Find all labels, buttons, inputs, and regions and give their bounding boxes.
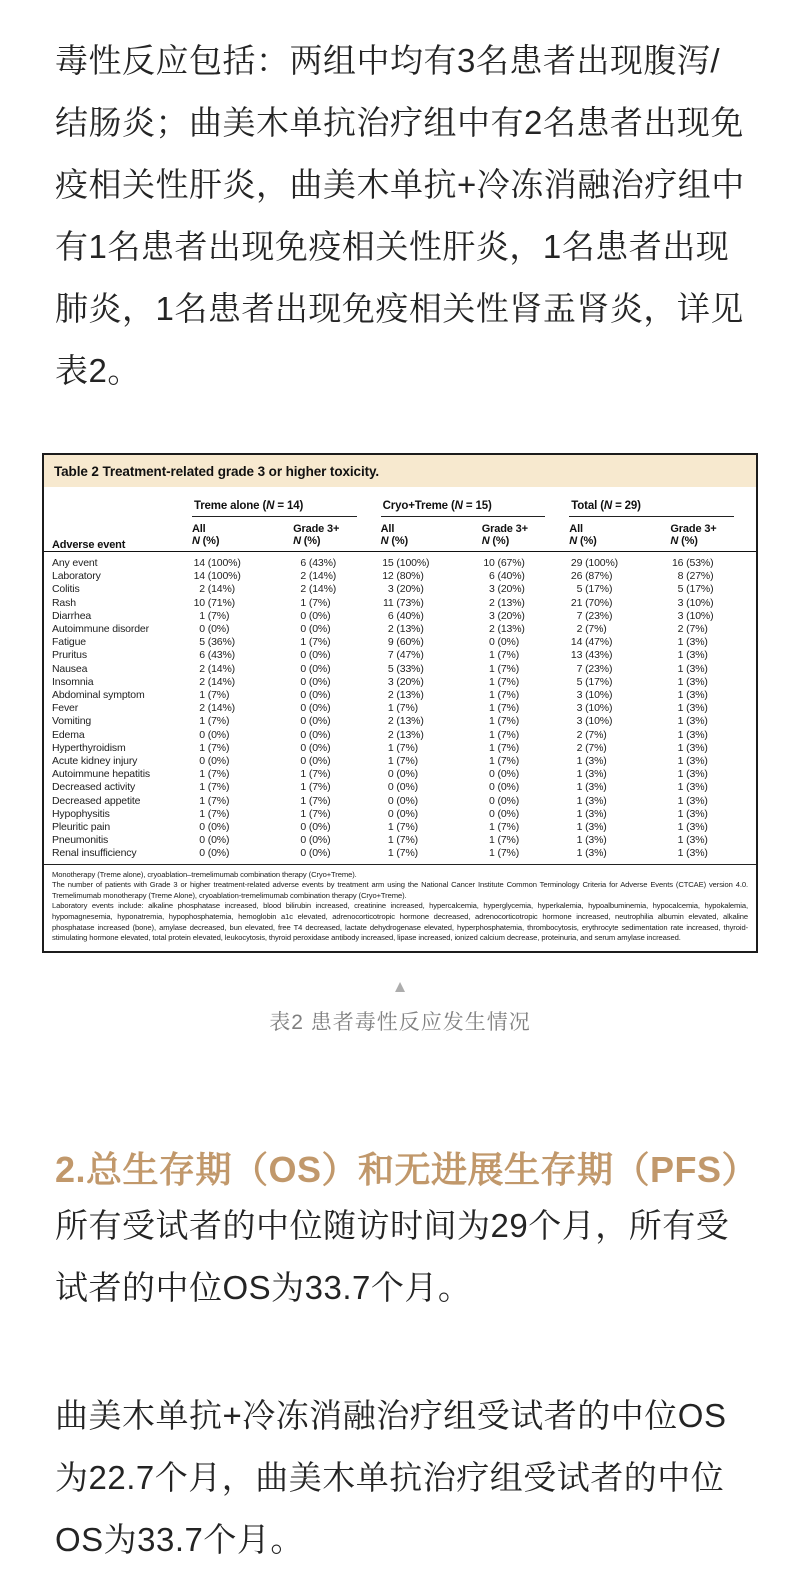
value-cell: 1 (7%) [489,847,520,860]
table-row [44,847,756,863]
adverse-event-label: Fatigue [52,636,86,649]
value-cell: 1 (7%) [300,636,331,649]
intro-paragraph: 毒性反应包括：两组中均有3名患者出现腹泻/结肠炎；曲美木单抗治疗组中有2名患者出现免疫相关性肝炎，曲美木单抗+冷冻消融治疗组中有1名患者出现免疫相关性肝炎，1名患者出现肺炎，1名患者出现免疫相关性肾盂肾炎，详见表2。 [55,42,745,389]
value-cell: 1 (7%) [489,755,520,768]
value-cell: 1 (3%) [677,755,708,768]
value-cell: 0 (0%) [300,715,331,728]
column-header-adverse-event: Adverse event [44,487,190,552]
value-cell: 1 (7%) [199,689,230,702]
value-cell: 3 (20%) [489,583,525,596]
group-header-total: Total (N = 29) [567,487,756,517]
value-cell: 3 (10%) [576,702,613,715]
table-row [44,649,756,662]
value-cell: 1 (7%) [199,609,230,622]
adverse-event-label: Hyperthyroidism [52,741,126,754]
value-cell: 0 (0%) [199,728,230,741]
value-cell: 1 (7%) [387,755,418,768]
table-footnotes [44,864,756,951]
group-header-cryo-treme: Cryo+Treme (N = 15) [379,487,568,517]
table-row [44,795,756,808]
unit-n-pct: N (%) [291,535,379,552]
value-cell: 7 (47%) [387,649,424,662]
value-cell: 0 (0%) [300,755,331,768]
value-cell: 6 (43%) [300,557,337,569]
value-cell: 0 (0%) [300,662,331,675]
value-cell: 1 (7%) [489,702,520,715]
value-cell: 1 (3%) [677,649,708,662]
value-cell: 1 (3%) [576,794,607,807]
os-groups-paragraph: 曲美木单抗+冷冻消融治疗组受试者的中位OS为22.7个月，曲美木单抗治疗组受试者的中位OS为33.7个月。 [55,1396,727,1558]
value-cell: 1 (3%) [677,728,708,741]
value-cell: 12 (80%) [382,570,424,583]
value-cell: 1 (7%) [300,781,331,794]
value-cell: 5 (17%) [576,583,613,596]
value-cell: 0 (0%) [300,689,331,702]
value-cell: 16 (53%) [671,557,714,569]
value-cell: 0 (0%) [300,649,331,662]
value-cell: 1 (7%) [199,768,230,781]
collapse-triangle-icon[interactable]: ▲ [391,976,409,996]
value-cell: 1 (3%) [677,636,708,649]
group-header-treme-alone: Treme alone (N = 14) [190,487,379,517]
value-cell: 2 (13%) [387,728,424,741]
value-cell: 1 (3%) [677,675,708,688]
table-row [44,834,756,847]
table-title: Table 2 Treatment-related grade 3 or higher toxicity. [44,455,756,487]
value-cell: 5 (17%) [576,675,613,688]
unit-n-pct: N (%) [190,535,291,552]
value-cell: 8 (27%) [677,570,714,583]
value-cell: 1 (7%) [387,702,418,715]
value-cell: 0 (0%) [489,636,520,649]
value-cell: 3 (10%) [576,689,613,702]
value-cell: 10 (71%) [193,596,236,609]
value-cell: 0 (0%) [387,794,418,807]
value-cell: 2 (14%) [199,583,236,596]
value-cell: 1 (3%) [576,768,607,781]
adverse-event-label: Autoimmune hepatitis [52,768,150,781]
value-cell: 1 (3%) [677,768,708,781]
value-cell: 3 (10%) [677,609,714,622]
adverse-event-label: Fever [52,702,79,715]
value-cell: 0 (0%) [489,807,520,820]
toxicity-data-table [44,487,756,864]
value-cell: 1 (7%) [300,794,331,807]
value-cell: 2 (14%) [199,675,236,688]
table-row [44,552,756,571]
value-cell: 3 (10%) [576,715,613,728]
value-cell: 21 (70%) [570,596,613,609]
subcolumn-all: All [191,523,206,535]
value-cell: 1 (3%) [677,834,708,847]
value-cell: 1 (7%) [199,807,230,820]
value-cell: 2 (13%) [387,623,424,636]
value-cell: 3 (20%) [387,583,424,596]
value-cell: 1 (3%) [677,781,708,794]
value-cell: 2 (7%) [576,741,607,754]
value-cell: 0 (0%) [300,741,331,754]
table-row [44,570,756,583]
value-cell: 2 (14%) [199,662,236,675]
value-cell: 1 (7%) [387,741,418,754]
value-cell: 2 (7%) [576,728,607,741]
value-cell: 9 (60%) [387,636,424,649]
value-cell: 1 (3%) [677,741,708,754]
adverse-event-label: Any event [52,557,98,569]
value-cell: 1 (7%) [489,649,520,662]
value-cell: 1 (7%) [489,675,520,688]
table-row [44,715,756,728]
footnote: Monotherapy (Treme alone), cryoablation–tremelimumab combination therapy (Cryo+Treme). [52,869,357,879]
value-cell: 0 (0%) [300,623,331,636]
value-cell: 29 (100%) [570,557,619,569]
value-cell: 1 (7%) [387,834,418,847]
value-cell: 0 (0%) [300,609,331,622]
subcolumn-grade3: Grade 3+ [670,523,717,535]
value-cell: 5 (36%) [199,636,236,649]
subcolumn-all: All [569,523,583,535]
subcolumn-all: All [380,523,395,535]
value-cell: 1 (3%) [677,807,708,820]
value-cell: 1 (3%) [677,702,708,715]
value-cell: 1 (7%) [489,689,520,702]
value-cell: 1 (3%) [677,662,708,675]
value-cell: 11 (73%) [383,596,424,609]
adverse-event-label: Laboratory [52,570,101,583]
table-row [44,755,756,768]
table-row [44,781,756,794]
table-row [44,702,756,715]
value-cell: 6 (40%) [489,570,525,583]
table-row [44,636,756,649]
table-row [44,676,756,689]
value-cell: 14 (100%) [193,570,241,583]
value-cell: 1 (7%) [489,715,520,728]
table-row [44,663,756,676]
adverse-event-label: Edema [52,728,85,741]
table-row [44,742,756,755]
value-cell: 1 (7%) [300,768,331,781]
unit-n-pct: N (%) [379,535,480,552]
unit-n-pct: N (%) [480,535,568,552]
value-cell: 0 (0%) [199,623,230,636]
value-cell: 0 (0%) [300,728,331,741]
value-cell: 2 (13%) [489,623,525,636]
value-cell: 0 (0%) [300,675,331,688]
value-cell: 2 (7%) [576,623,607,636]
value-cell: 1 (3%) [677,821,708,834]
value-cell: 2 (14%) [300,583,337,596]
value-cell: 6 (40%) [387,609,424,622]
value-cell: 1 (3%) [576,847,607,860]
table-row [44,808,756,821]
table-body [44,552,756,864]
value-cell: 2 (14%) [300,570,337,583]
value-cell: 1 (7%) [489,741,520,754]
value-cell: 1 (7%) [489,834,520,847]
value-cell: 1 (3%) [677,715,708,728]
value-cell: 14 (100%) [193,557,241,569]
table-row [44,597,756,610]
adverse-event-label: Pneumonitis [52,834,109,847]
value-cell: 1 (3%) [576,834,607,847]
table-row [44,689,756,702]
value-cell: 1 (3%) [677,847,708,860]
value-cell: 0 (0%) [300,821,331,834]
value-cell: 1 (7%) [489,662,520,675]
table-row [44,623,756,636]
table-header [44,487,756,552]
adverse-event-label: Nausea [52,662,88,675]
followup-paragraph: 所有受试者的中位随访时间为29个月，所有受试者的中位OS为33.7个月。 [55,1206,730,1306]
table-caption: 表2 患者毒性反应发生情况 [269,1010,531,1034]
value-cell: 26 (87%) [570,570,613,583]
value-cell: 10 (67%) [483,557,525,569]
value-cell: 1 (7%) [387,847,418,860]
value-cell: 1 (7%) [489,728,520,741]
value-cell: 1 (7%) [489,821,520,834]
value-cell: 0 (0%) [199,834,230,847]
table-row [44,768,756,781]
value-cell: 1 (7%) [199,741,230,754]
value-cell: 15 (100%) [382,557,430,569]
footnote: The number of patients with Grade 3 or higher treatment-related adverse events by treatment arm using the National Cancer Institute Common Terminology Criteria for Adverse Events (CTCAE) version 4.0. Tremelimumab monotherapy (Treme Alone), cryoablation-tremelimumab combination therapy (Cryo+Treme). [52,880,748,900]
value-cell: 1 (7%) [300,596,331,609]
adverse-event-label: Pruritus [52,649,87,662]
value-cell: 6 (43%) [199,649,236,662]
adverse-event-label: Renal insufficiency [52,847,137,860]
adverse-event-label: Decreased activity [52,781,136,794]
value-cell: 0 (0%) [300,834,331,847]
value-cell: 3 (20%) [489,609,525,622]
adverse-event-label: Acute kidney injury [52,755,138,768]
adverse-event-label: Insomnia [52,675,94,688]
value-cell: 1 (7%) [199,794,230,807]
adverse-event-label: Hypophysitis [52,807,110,820]
value-cell: 0 (0%) [387,781,418,794]
adverse-event-label: Rash [52,596,76,609]
adverse-event-label: Pleuritic pain [52,821,111,834]
value-cell: 7 (23%) [576,609,613,622]
value-cell: 0 (0%) [199,821,230,834]
value-cell: 2 (13%) [387,715,424,728]
unit-n-pct: N (%) [668,535,756,552]
value-cell: 1 (7%) [300,807,331,820]
value-cell: 0 (0%) [489,794,520,807]
toxicity-table-figure [42,453,758,953]
value-cell: 0 (0%) [199,847,230,860]
value-cell: 0 (0%) [489,768,520,781]
value-cell: 0 (0%) [387,768,418,781]
subcolumn-grade3: Grade 3+ [293,523,340,535]
footnote: Laboratory events include: alkaline phosphatase increased, blood bilirubin increased, creatinine increased, hypercalcemia, hyperglycemia, hyperkalemia, hypoalbuminemia, hypocalcemia, hypokalemia, hypomagnesemia, hyponatremia, hypophosphatemia, hemoglobin a1c elevated, adrenocorticotropic hormone decreased, adrenocorticotropic hormone increased, neutrophilia albumin elevated, alkaline phosphatase increased (bone), amylase decreased, bun elevated, free T4 decreased, lactate dehydrogenase elevated, hyperphosphatemia, thrombocytosis, erythrocyte sedimentation rate increased, thyroid-stimulating hormone elevated, total protein elevated, leukocytosis, thyroid peroxidase antibody increased, lipase increased, ionized calcium decrease, proteinuria, and serum amylase increased. [52,901,748,943]
value-cell: 1 (7%) [199,715,230,728]
value-cell: 3 (10%) [677,596,714,609]
value-cell: 1 (3%) [576,781,607,794]
value-cell: 0 (0%) [300,702,331,715]
adverse-event-label: Colitis [52,583,80,596]
value-cell: 1 (3%) [576,821,607,834]
adverse-event-label: Diarrhea [52,609,92,622]
value-cell: 1 (3%) [677,794,708,807]
value-cell: 3 (20%) [387,675,424,688]
value-cell: 1 (3%) [576,807,607,820]
value-cell: 0 (0%) [300,847,331,860]
value-cell: 5 (33%) [387,662,424,675]
value-cell: 1 (7%) [199,781,230,794]
value-cell: 1 (3%) [576,755,607,768]
adverse-event-label: Decreased appetite [52,794,141,807]
value-cell: 0 (0%) [387,807,418,820]
adverse-event-label: Autoimmune disorder [52,623,149,636]
value-cell: 5 (17%) [677,583,714,596]
value-cell: 0 (0%) [489,781,520,794]
value-cell: 2 (13%) [489,596,525,609]
table-row [44,610,756,623]
subcolumn-grade3: Grade 3+ [481,523,528,535]
value-cell: 7 (23%) [576,662,613,675]
value-cell: 2 (7%) [677,623,708,636]
value-cell: 14 (47%) [570,636,613,649]
value-cell: 2 (13%) [387,689,424,702]
table-row [44,583,756,596]
value-cell: 2 (14%) [199,702,236,715]
value-cell: 1 (3%) [677,689,708,702]
value-cell: 13 (43%) [570,649,613,662]
section-heading-os-pfs: 2.总生存期（OS）和无进展生存期（PFS） [55,1148,759,1190]
unit-n-pct: N (%) [567,535,668,552]
adverse-event-label: Abdominal symptom [52,689,145,702]
value-cell: 0 (0%) [199,755,230,768]
adverse-event-label: Vomiting [52,715,92,728]
value-cell: 1 (7%) [387,821,418,834]
table-row [44,821,756,834]
table-row [44,729,756,742]
